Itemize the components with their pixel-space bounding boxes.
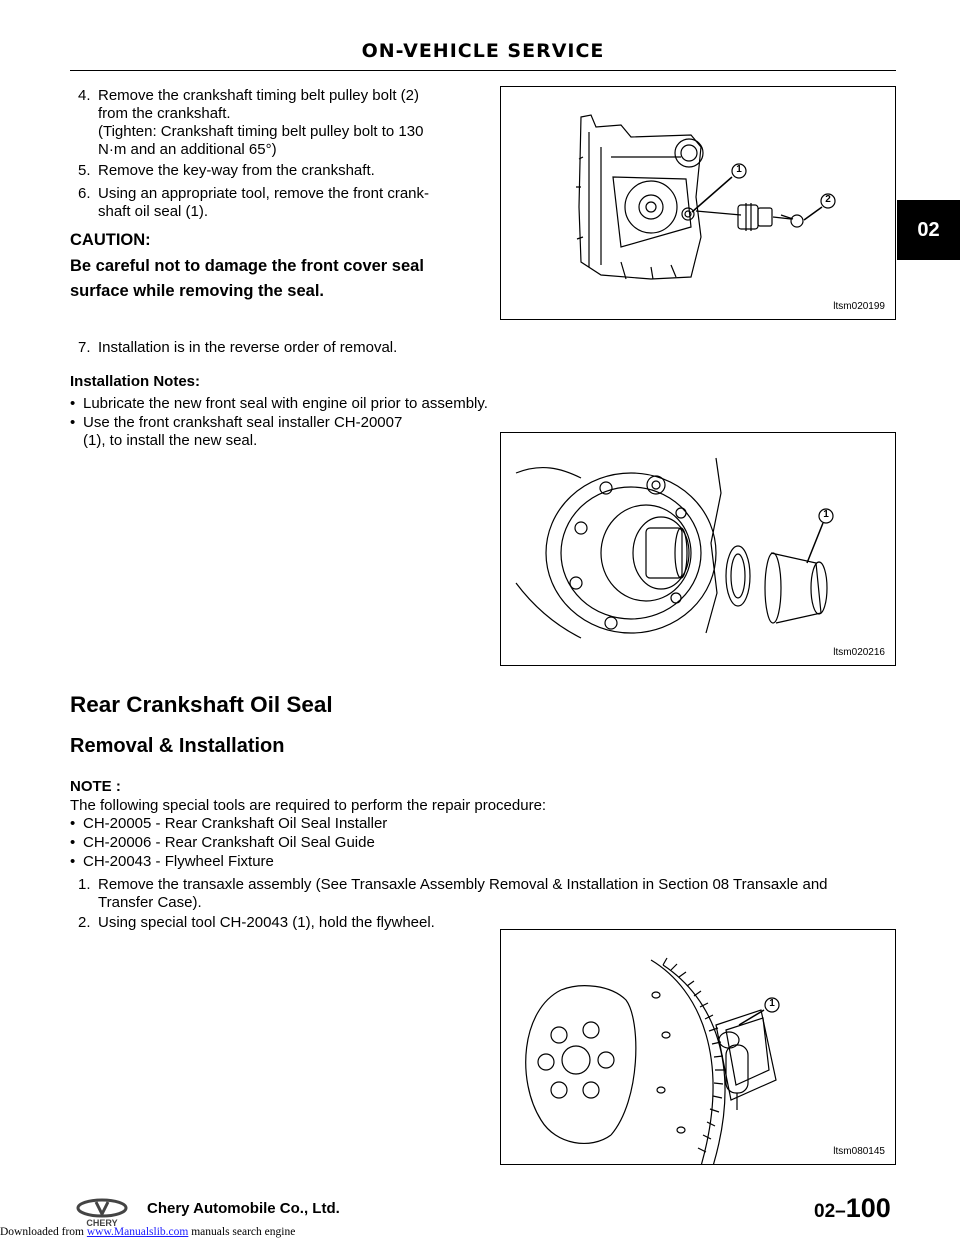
bullet-line: Use the front crankshaft seal installer CH-20007 (83, 414, 403, 431)
caution-heading: CAUTION: (70, 231, 151, 249)
step-line: Remove the crankshaft timing belt pulley bolt (2) (98, 87, 419, 104)
bullet-dot: • (70, 414, 76, 431)
step-number: 2. (78, 914, 91, 931)
note-heading: NOTE : (70, 778, 121, 795)
bullet-dot: • (70, 815, 76, 832)
download-prefix: Downloaded from (0, 1226, 87, 1238)
page-header-title: ON-VEHICLE SERVICE (361, 40, 605, 62)
step-text: Installation is in the reverse order of removal. (98, 339, 398, 356)
step-number: 7. (78, 339, 91, 356)
step-line: N·m and an additional 65°) (98, 141, 277, 158)
page-section: 02– (814, 1201, 846, 1222)
step-line: Remove the transaxle assembly (See Transaxle Assembly Removal & Installation in Section 08 Transaxle and (98, 876, 828, 893)
figure-front-pulley (500, 86, 896, 320)
step-line: Transfer Case). (98, 894, 202, 911)
bullet-text (83, 395, 488, 413)
step-text (98, 162, 375, 180)
bullet-dot: • (70, 834, 76, 851)
company-name: Chery Automobile Co., Ltd. (147, 1200, 340, 1217)
callout-1: 1 (769, 998, 775, 1009)
bullet-line: Lubricate the new front seal with engine oil prior to assembly. (83, 395, 488, 412)
step-line: shaft oil seal (1). (98, 203, 209, 220)
callout-1: 1 (823, 509, 829, 520)
header-rule (70, 70, 896, 71)
figure-label: ltsm080145 (833, 1146, 885, 1157)
installation-notes-heading: Installation Notes: (70, 373, 201, 390)
step-number: 1. (78, 876, 91, 893)
figure-seal-installer (500, 432, 896, 666)
step-text (98, 876, 828, 912)
caution-line: Be careful not to damage the front cover seal (70, 257, 424, 275)
page-number (814, 1193, 891, 1224)
step-number: 6. (78, 185, 91, 202)
seal-installer-illustration (501, 433, 896, 666)
step-line: from the crankshaft. (98, 105, 231, 122)
tool-text: CH-20006 - Rear Crankshaft Oil Seal Guide (83, 834, 375, 851)
bullet-text (83, 414, 402, 450)
bullet-dot: • (70, 395, 76, 412)
note-intro: The following special tools are required to perform the repair procedure: (70, 797, 547, 814)
figure-label: ltsm020216 (833, 647, 885, 658)
step-text (98, 87, 423, 159)
bullet-dot: • (70, 853, 76, 870)
step-line: Using an appropriate tool, remove the front crank- (98, 185, 430, 202)
step-line: Using special tool CH-20043 (1), hold the flywheel. (98, 914, 435, 931)
tool-text: CH-20005 - Rear Crankshaft Oil Seal Installer (83, 815, 388, 832)
step-number: 4. (78, 87, 91, 104)
step-number: 5. (78, 162, 91, 179)
callout-2: 2 (825, 194, 831, 205)
page-value: 100 (845, 1193, 891, 1223)
chery-logo-icon (74, 1198, 130, 1228)
step-text (98, 185, 429, 221)
section-subtitle: Removal & Installation (70, 735, 285, 757)
callout-1: 1 (736, 164, 742, 175)
figure-label: ltsm020199 (833, 301, 885, 312)
section-title: Rear Crankshaft Oil Seal (70, 692, 333, 717)
figure-flywheel-fixture (500, 929, 896, 1165)
logo-text: CHERY (86, 1218, 118, 1228)
download-note (0, 1226, 295, 1238)
bullet-line: (1), to install the new seal. (83, 432, 258, 449)
manualslib-link[interactable]: www.Manualslib.com (86, 1226, 189, 1238)
caution-text (70, 254, 470, 304)
step-line: (Tighten: Crankshaft timing belt pulley bolt to 130 (98, 123, 424, 140)
tool-text: CH-20043 - Flywheel Fixture (83, 853, 274, 870)
download-suffix: manuals search engine (188, 1226, 296, 1238)
step-line: Remove the key-way from the crankshaft. (98, 162, 375, 179)
step-text (98, 914, 435, 932)
engine-front-illustration (501, 87, 896, 320)
caution-line: surface while removing the seal. (70, 282, 325, 300)
flywheel-fixture-illustration (501, 930, 896, 1165)
section-tab[interactable]: 02 (897, 200, 960, 260)
